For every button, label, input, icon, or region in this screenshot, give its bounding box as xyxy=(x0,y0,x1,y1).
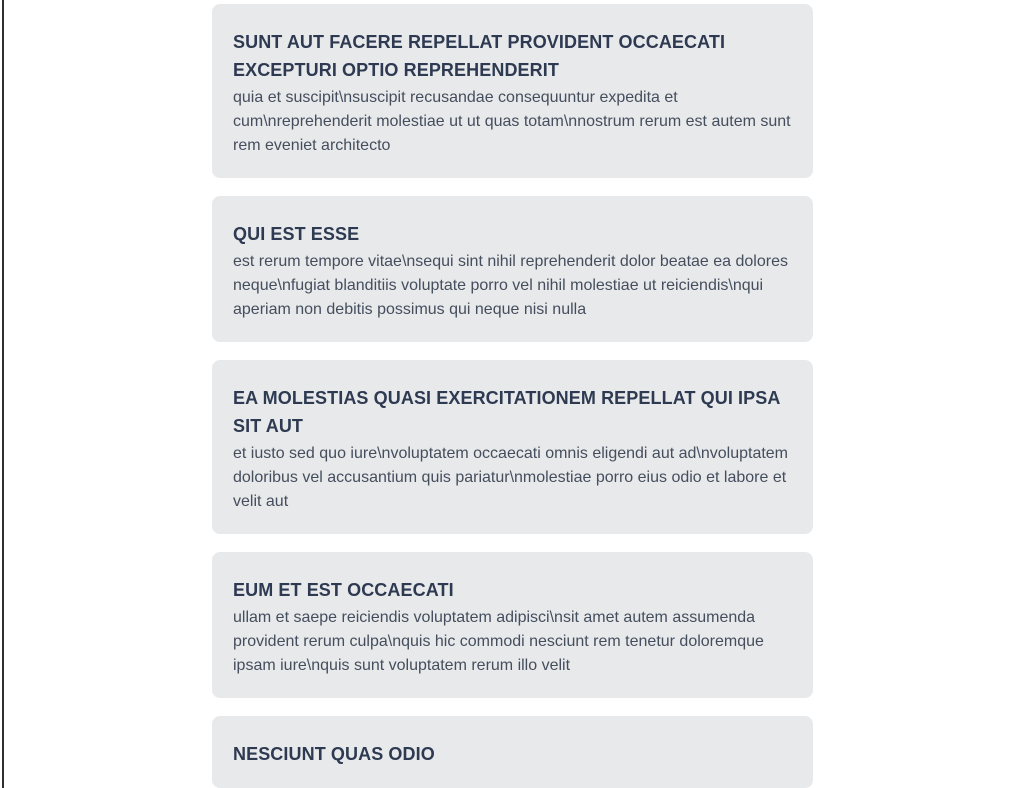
post-title: EA MOLESTIAS QUASI EXERCITATIONEM REPELLAT QUI IPSA SIT AUT xyxy=(233,388,780,436)
post-title: NESCIUNT QUAS ODIO xyxy=(233,744,435,764)
post-body: et iusto sed quo iure\nvoluptatem occaecati omnis eligendi aut ad\nvoluptatem doloribus vel accusantium quis pariatur\nmolestiae porro eius odio et labore et velit aut xyxy=(233,445,789,510)
post-title: QUI EST ESSE xyxy=(233,224,360,244)
post-card xyxy=(212,552,813,698)
post-body: ullam et saepe reiciendis voluptatem adipisci\nsit amet autem assumenda provident rerum culpa\nquis hic commodi nesciunt rem tenetur doloremque ipsam iure\nquis sunt voluptatem rerum illo velit xyxy=(233,609,764,674)
post-card xyxy=(212,4,813,178)
post-card xyxy=(212,360,813,534)
post-title: SUNT AUT FACERE REPELLAT PROVIDENT OCCAECATI EXCEPTURI OPTIO REPREHENDERIT xyxy=(233,32,726,80)
post-card xyxy=(212,716,813,788)
post-body: est rerum tempore vitae\nsequi sint nihil reprehenderit dolor beatae ea dolores neque\nfugiat blanditiis voluptate porro vel nihil molestiae ut reiciendis\nqui aperiam non debitis possimus qui neque nisi nulla xyxy=(233,253,788,318)
post-title: EUM ET EST OCCAECATI xyxy=(233,580,454,600)
posts-list xyxy=(212,0,813,788)
post-card xyxy=(212,196,813,342)
post-body: quia et suscipit\nsuscipit recusandae consequuntur expedita et cum\nreprehenderit molestiae ut ut quas totam\nnostrum rerum est autem sunt rem eveniet architecto xyxy=(233,89,791,154)
window-edge-line xyxy=(2,0,4,788)
